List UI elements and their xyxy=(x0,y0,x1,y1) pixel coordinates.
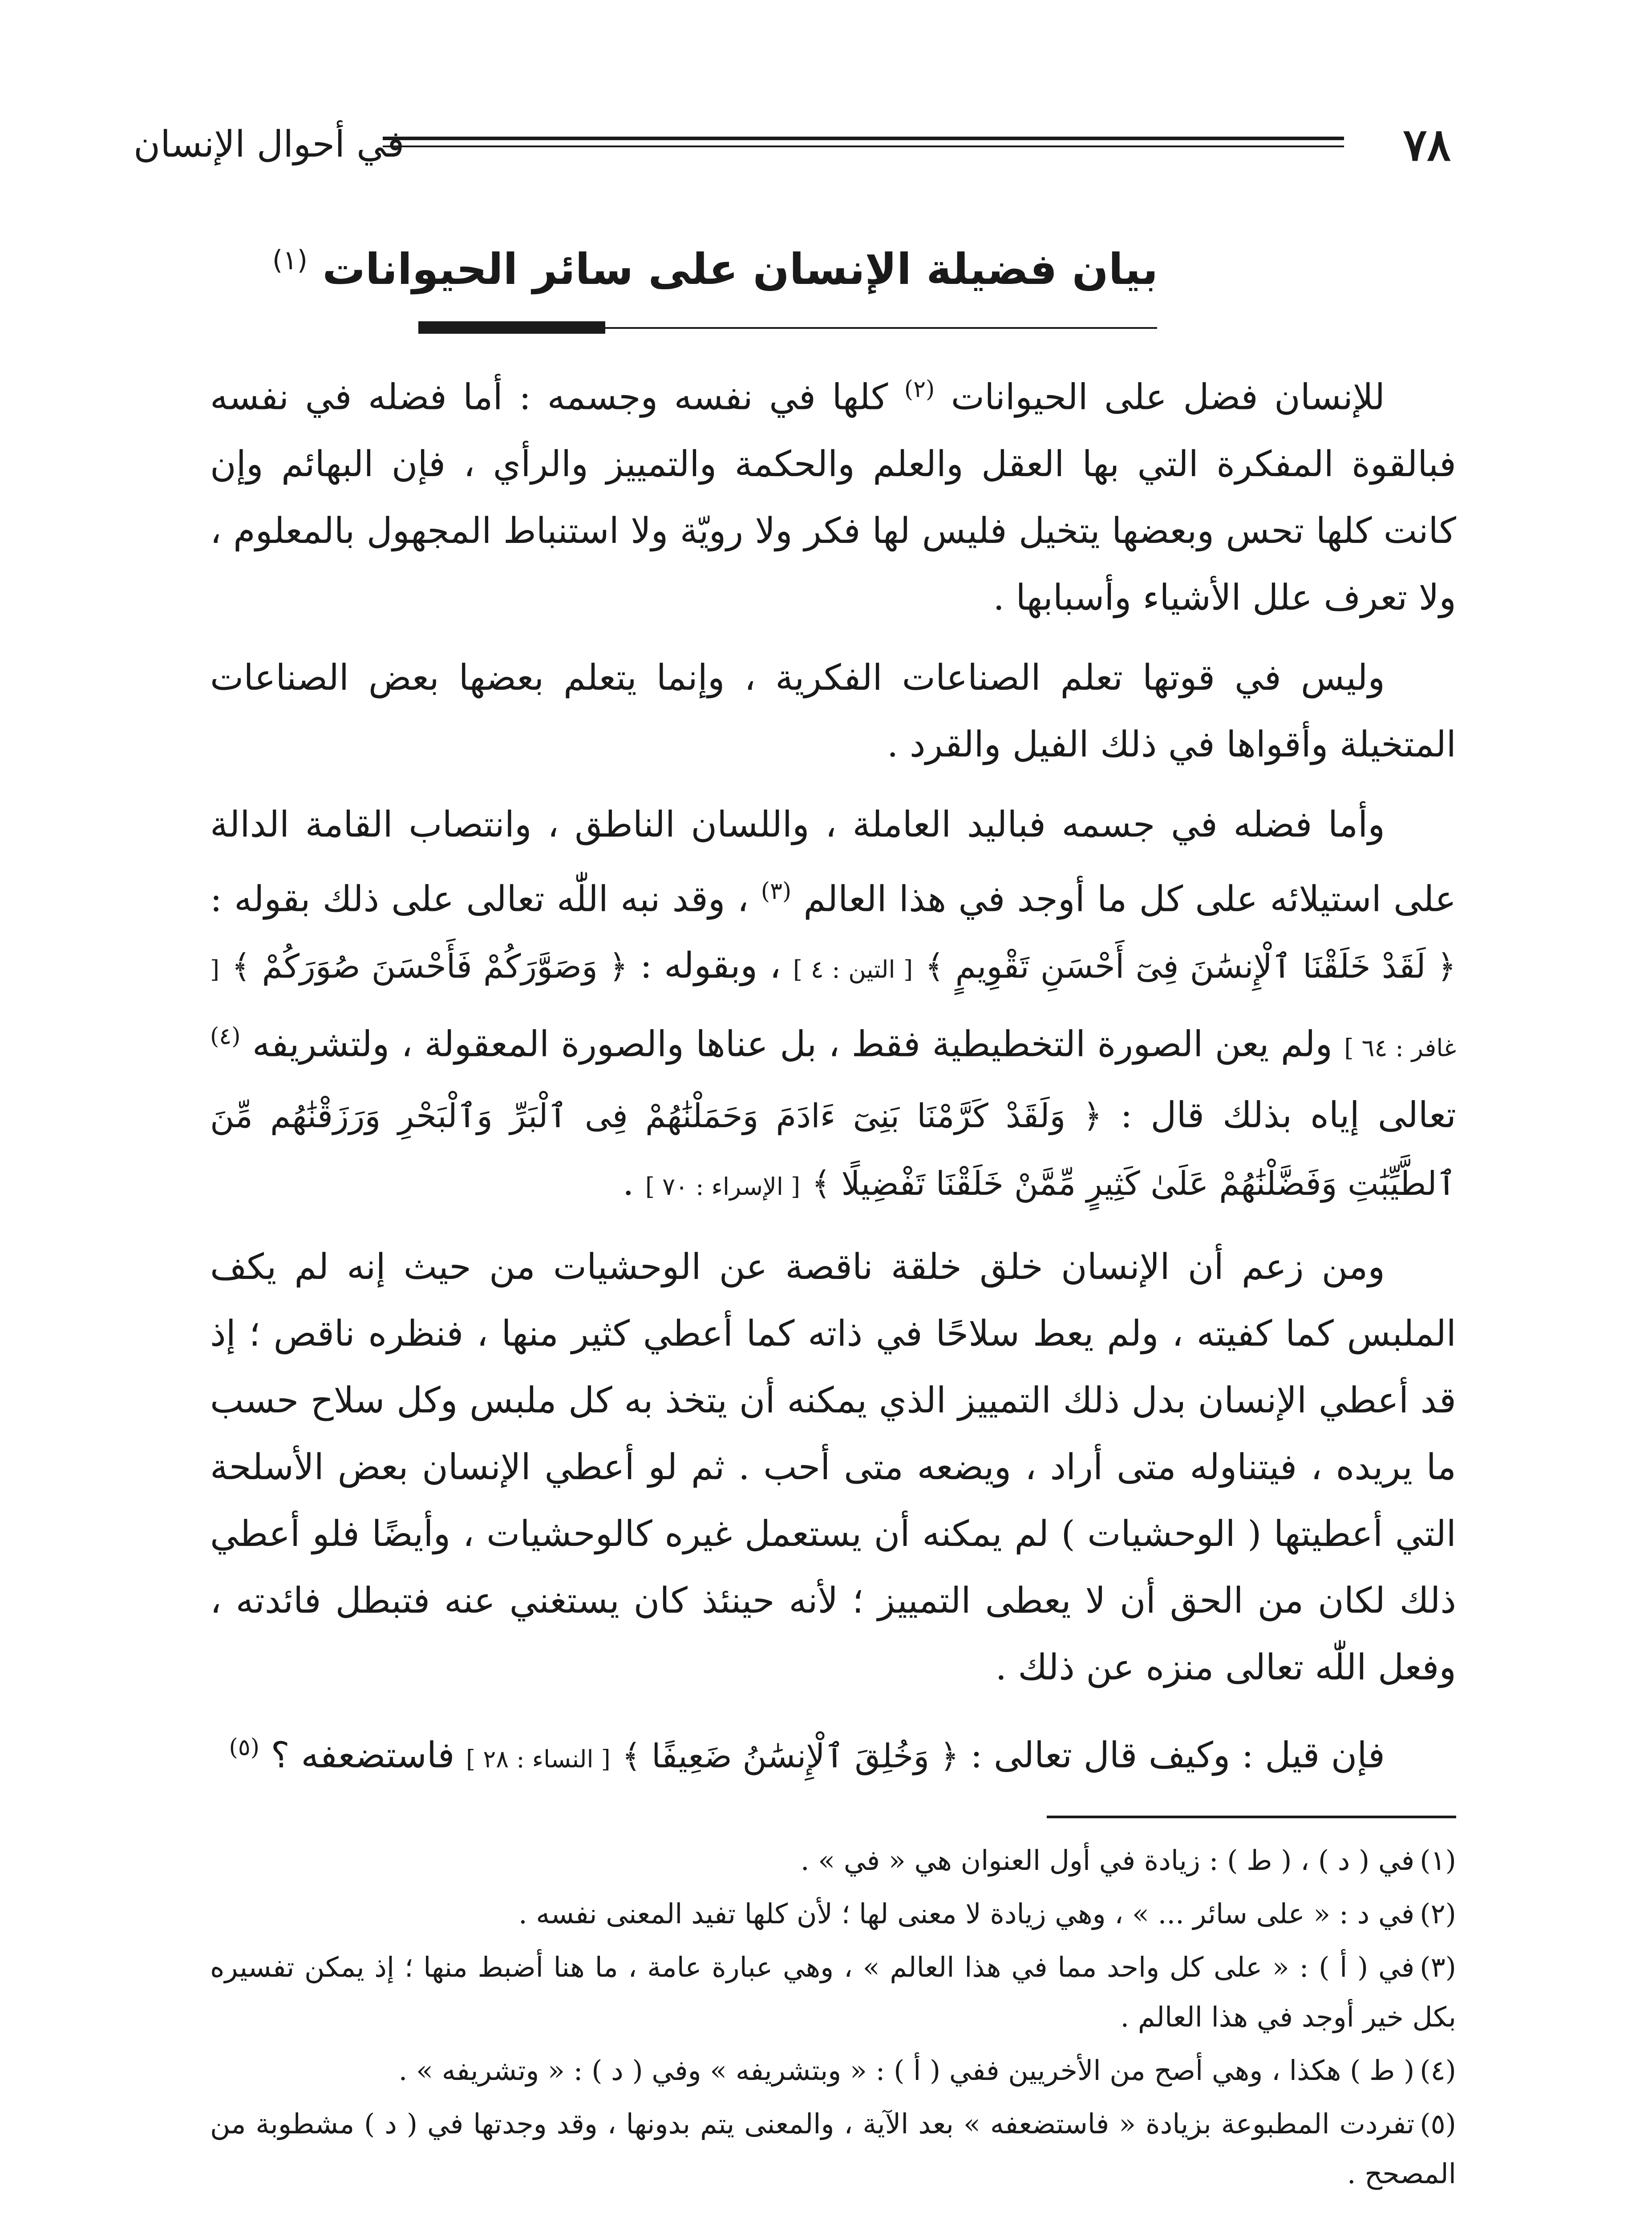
running-title: في أحوال الإنسان xyxy=(134,123,405,166)
footnote-ref-3: (٣) xyxy=(761,878,792,905)
footnote xyxy=(210,1942,1456,2042)
quran-verse-tin: ﴿ لَقَدْ خَلَقْنَا ٱلْإِنسَٰنَ فِىٓ أَحْسَنِ تَقْوِيمٍ ﴾ xyxy=(925,947,1456,986)
footnote-number: (١) xyxy=(1420,1844,1456,1877)
p1-text-a: للإنسان فضل على الحيوانات xyxy=(951,376,1385,418)
paragraph-3 xyxy=(210,791,1456,1220)
paragraph-4: ومن زعم أن الإنسان خلق خلقة ناقصة عن الوحشيات من حيث إنه لم يكف الملبس كما كفيته ، ولم يعط سلاحًا في ذاته كما أعطي كثير منها ، فنظره ناقص ؛ إذ قد أعطي الإنسان بدل ذلك التمييز الذي يمكنه أن يتخذ به كل ملبس وكل سلاح حسب ما يريده ، فيتناوله متى أراد ، ويضعه متى أحب . ثم لو أعطي الإنسان بعض الأسلحة التي أعطيتها ( الوحشيات ) لم يمكنه أن يستعمل غيره كالوحشيات ، وأيضًا فلو أعطي ذلك لكان من الحق أن لا يعطى التمييز ؛ لأنه حينئذ كان يستغني عنه فتبطل فائدته ، وفعل اللّٰه تعالى منزه عن ذلك . xyxy=(210,1246,1457,1688)
citation-tin: [ التين : ٤ ] xyxy=(793,955,913,984)
citation-nisa: [ النساء : ٢٨ ] xyxy=(466,1745,611,1773)
footnote xyxy=(210,2099,1456,2199)
footnotes xyxy=(210,1836,1456,2202)
footnote-ref-2: (٢) xyxy=(904,376,935,403)
footnote-text: في ( د ) ، ( ط ) : زيادة في أول العنوان هي « في » . xyxy=(800,1844,1415,1877)
footnote xyxy=(210,1836,1456,1885)
p1-text-b: كلها في نفسه وجسمه : أما فضله في نفسه فبالقوة المفكرة التي بها العقل والعلم والحكمة والتمييز والرأي ، فإن البهائم وإن كانت كلها تحس وبعضها يتخيل فليس لها فكر ولا رويّة ولا استنباط المجهول بالمعلوم ، ولا تعرف علل الأشياء وأسبابها . xyxy=(210,376,1456,618)
chapter-title xyxy=(272,227,1158,303)
footnote-number: (٢) xyxy=(1420,1897,1456,1930)
footnote-ref-5: (٥) xyxy=(229,1734,260,1761)
citation-isra: [ الإسراء : ٧٠ ] xyxy=(645,1172,801,1201)
footnote-text: تفردت المطبوعة بزيادة « فاستضعفه » بعد الآية ، والمعنى يتم بدونها ، وقد وجدتها في ( د ) مشطوبة من المصحح . xyxy=(210,2108,1456,2190)
footnote-text: ( ط ) هكذا ، وهي أصح من الأخريين ففي ( أ ) : « وبتشريفه » وفي ( د ) : « وتشريفه » . xyxy=(398,2054,1415,2087)
paragraph-1 xyxy=(210,356,1456,631)
quran-verse-ghafir: ﴿ وَصَوَّرَكُمْ فَأَحْسَنَ صُوَرَكُمْ ﴾ xyxy=(231,947,628,986)
chapter-title-text: بيان فضيلة الإنسان على سائر الحيوانات xyxy=(322,244,1158,294)
header-rule-thin xyxy=(383,146,1344,147)
footnote-text: في د : « على سائر ... » ، وهي زيادة لا معنى لها ؛ لأن كلها تفيد المعنى نفسه . xyxy=(518,1897,1415,1930)
footnote-ref-1: (١) xyxy=(272,245,308,276)
footnote-text: في ( أ ) : « على كل واحد مما في هذا العالم » ، وهي عبارة عامة ، ما هنا أضبط منها ؛ إذ يمكن تفسيره بكل خير أوجد في هذا العالم . xyxy=(210,1951,1456,2033)
quran-verse-nisa: ﴿ وَخُلِقَ ٱلْإِنسَٰنُ ضَعِيفًا ﴾ xyxy=(622,1737,960,1776)
p5-text-a: فإن قيل : وكيف قال تعالى : xyxy=(970,1734,1385,1776)
footnote xyxy=(210,1889,1456,1939)
paragraph-5 xyxy=(210,1714,1456,1793)
running-header xyxy=(134,113,1451,176)
p3-text-c: ، وبقوله : xyxy=(640,945,781,987)
footnote xyxy=(210,2046,1456,2096)
header-rule xyxy=(383,137,1344,140)
p3-text-b: ، وقد نبه اللّٰه تعالى على ذلك بقوله : xyxy=(210,878,749,920)
footnote-number: (٤) xyxy=(1420,2054,1456,2087)
title-underline-bar xyxy=(418,321,605,334)
main-text xyxy=(210,356,1456,1806)
p3-text-d: ولم يعن الصورة التخطيطية فقط ، بل عناها والصورة المعقولة ، ولتشريفه xyxy=(252,1023,1333,1065)
page-number: ٧٨ xyxy=(1403,118,1451,171)
quran-verse-isra: ﴿ وَلَقَدْ كَرَّمْنَا بَنِىٓ ءَادَمَ وَحَمَلْنَٰهُمْ فِى ٱلْبَرِّ وَٱلْبَحْرِ وَرَزَقْنَٰهُم مِّنَ ٱلطَّيِّبَٰتِ وَفَضَّلْنَٰهُمْ عَلَىٰ كَثِيرٍ مِّمَّنْ خَلَقْنَا تَفْضِيلًا ﴾ xyxy=(210,1096,1456,1203)
footnote-ref-4: (٤) xyxy=(210,1023,241,1050)
footnote-separator xyxy=(1047,1816,1456,1818)
footnote-number: (٥) xyxy=(1420,2108,1456,2140)
paragraph-2: وليس في قوتها تعلم الصناعات الفكرية ، وإنما يتعلم بعضها بعض الصناعات المتخيلة وأقواها في ذلك الفيل والقرد . xyxy=(210,656,1456,765)
footnote-number: (٣) xyxy=(1420,1951,1456,1983)
citation-ghafir: [ غافر : ٦٤ ] xyxy=(210,955,1457,1062)
p3-text-f: . xyxy=(622,1161,634,1203)
p5-text-b: فاستضعفه ؟ xyxy=(271,1734,455,1776)
p3-text-a: وأما فضله في جسمه فباليد العاملة ، واللسان الناطق ، وانتصاب القامة الدالة على استيلائه على كل ما أوجد في هذا العالم xyxy=(210,803,1456,920)
p3-text-e: تعالى إياه بذلك قال : xyxy=(1120,1094,1457,1136)
